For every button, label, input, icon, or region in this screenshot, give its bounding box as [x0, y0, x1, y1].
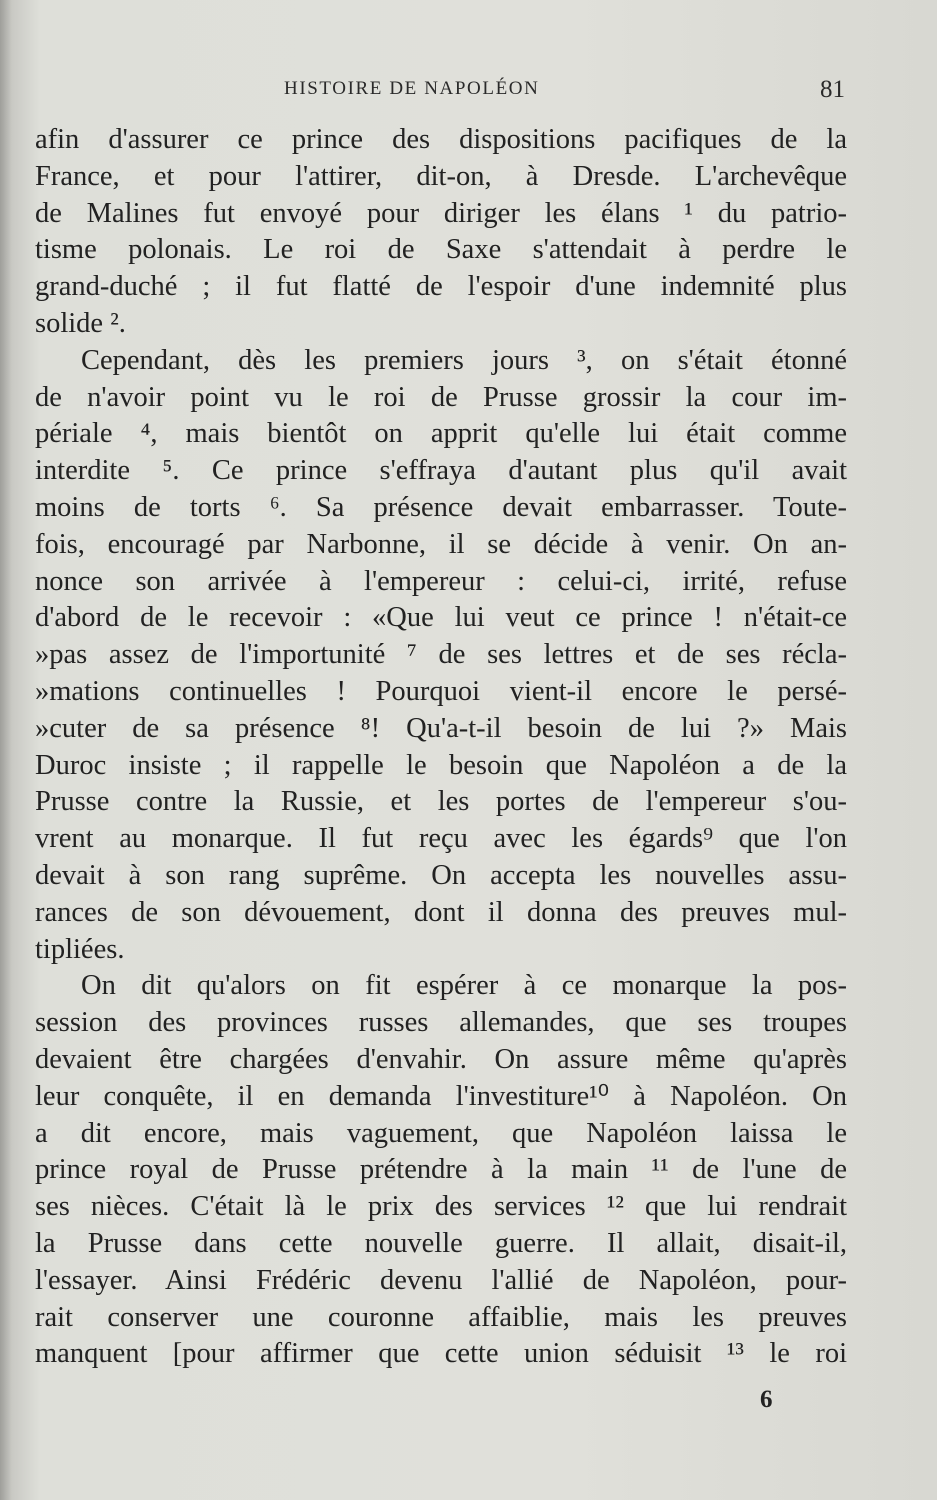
text-line: de n'avoir point vu le roi de Prusse grossir la cour im-	[35, 381, 847, 413]
text-line: solide ².	[35, 307, 126, 339]
text-line: d'abord de le recevoir : «Que lui veut ce prince ! n'était-ce	[35, 602, 847, 634]
text-line: devaient être chargées d'envahir. On assure même qu'après	[35, 1043, 847, 1075]
signature-mark: 6	[760, 1386, 773, 1413]
text-line: Cependant, dès les premiers jours ³, on s'était étonné	[81, 344, 847, 376]
text-line: »cuter de sa présence ⁸! Qu'a-t-il besoin de lui ?» Mais	[35, 712, 847, 744]
text-line: session des provinces russes allemandes, que ses troupes	[35, 1007, 847, 1039]
body-text	[35, 122, 847, 1373]
text-line: interdite ⁵. Ce prince s'effraya d'autant plus qu'il avait	[35, 455, 847, 487]
text-line: fois, encouragé par Narbonne, il se décide à venir. On an-	[35, 528, 847, 560]
text-line: afin d'assurer ce prince des dispositions pacifiques de la	[35, 124, 847, 155]
text-line: moins de torts ⁶. Sa présence devait embarrasser. Toute-	[35, 491, 847, 523]
text-line: devait à son rang suprême. On accepta les nouvelles assu-	[35, 859, 847, 891]
text-line: rait conserver une couronne affaiblie, mais les preuves	[35, 1301, 847, 1333]
text-line: périale ⁴, mais bientôt on apprit qu'elle lui était comme	[35, 418, 847, 450]
text-line: la Prusse dans cette nouvelle guerre. Il allait, disait-il,	[35, 1227, 847, 1259]
text-line: manquent [pour affirmer que cette union séduisit ¹³ le roi	[35, 1338, 847, 1370]
text-line: Duroc insiste ; il rappelle le besoin que Napoléon a de la	[35, 749, 847, 781]
text-line: tipliées.	[35, 933, 125, 965]
text-line: rances de son dévouement, dont il donna des preuves mul-	[35, 896, 847, 928]
page-header	[0, 76, 937, 106]
page-number: 81	[820, 76, 845, 103]
text-line: tisme polonais. Le roi de Saxe s'attendait à perdre le	[35, 234, 847, 266]
text-line: France, et pour l'attirer, dit-on, à Dresde. L'archevêque	[35, 160, 847, 192]
text-line: ses nièces. C'était là le prix des services ¹² que lui rendrait	[35, 1191, 847, 1223]
text-line: nonce son arrivée à l'empereur : celui-ci, irrité, refuse	[35, 565, 847, 597]
text-line: vrent au monarque. Il fut reçu avec les égards⁹ que l'on	[35, 823, 847, 855]
text-line: a dit encore, mais vaguement, que Napoléon laissa le	[35, 1117, 847, 1149]
text-line: l'essayer. Ainsi Frédéric devenu l'allié de Napoléon, pour-	[35, 1264, 847, 1296]
text-line: grand-duché ; il fut flatté de l'espoir d'une indemnité plus	[35, 271, 847, 303]
text-line: leur conquête, il en demanda l'investiture¹⁰ à Napoléon. On	[35, 1080, 847, 1112]
running-title: HISTOIRE DE NAPOLÉON	[284, 78, 540, 99]
text-line: de Malines fut envoyé pour diriger les élans ¹ du patrio-	[35, 197, 847, 229]
text-line: »pas assez de l'importunité ⁷ de ses lettres et de ses récla-	[35, 639, 847, 671]
text-line: Prusse contre la Russie, et les portes de l'empereur s'ou-	[35, 786, 847, 818]
text-line: prince royal de Prusse prétendre à la main ¹¹ de l'une de	[35, 1154, 847, 1186]
text-line: »mations continuelles ! Pourquoi vient-il encore le persé-	[35, 675, 847, 707]
text-line: On dit qu'alors on fit espérer à ce monarque la pos-	[81, 970, 847, 1002]
